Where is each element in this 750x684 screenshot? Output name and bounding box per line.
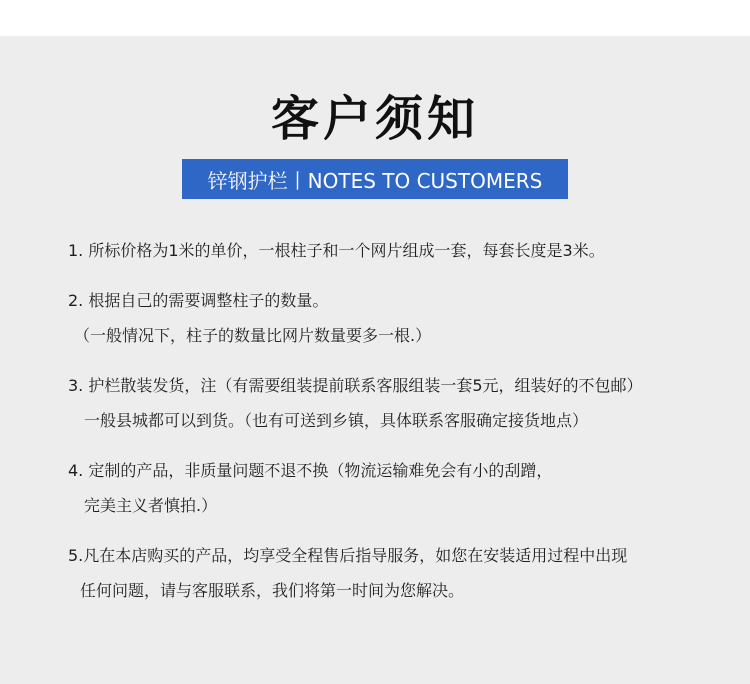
note-2-line-2: （一般情况下，柱子的数量比网片数量要多一根.） [74,326,432,345]
note-4-line-1: 4. 定制的产品，非质量问题不退不换（物流运输难免会有小的刮蹭， [68,461,553,480]
note-3-line-2: 一般县城都可以到货。（也有可送到乡镇，具体联系客服确定接货地点） [84,411,589,430]
note-2-line-1: 2. 根据自己的需要调整柱子的数量。 [68,291,329,310]
page-title: 客户须知 [270,91,479,147]
note-5-line-1: 5.凡在本店购买的产品，均享受全程售后指导服务，如您在安装适用过程中出现 [68,546,628,565]
note-3-line-1: 3. 护栏散装发货，注（有需要组装提前联系客服组装一套5元，组装好的不包邮） [68,376,643,395]
note-4-line-2: 完美主义者慎拍.） [84,496,218,515]
subtitle-banner: 锌钢护栏丨NOTES TO CUSTOMERS [182,159,568,199]
note-5-line-2: 任何问题，请与客服联系，我们将第一时间为您解决。 [80,581,465,600]
note-1-line-1: 1. 所标价格为1米的单价，一根柱子和一个网片组成一套，每套长度是3米。 [68,241,605,260]
